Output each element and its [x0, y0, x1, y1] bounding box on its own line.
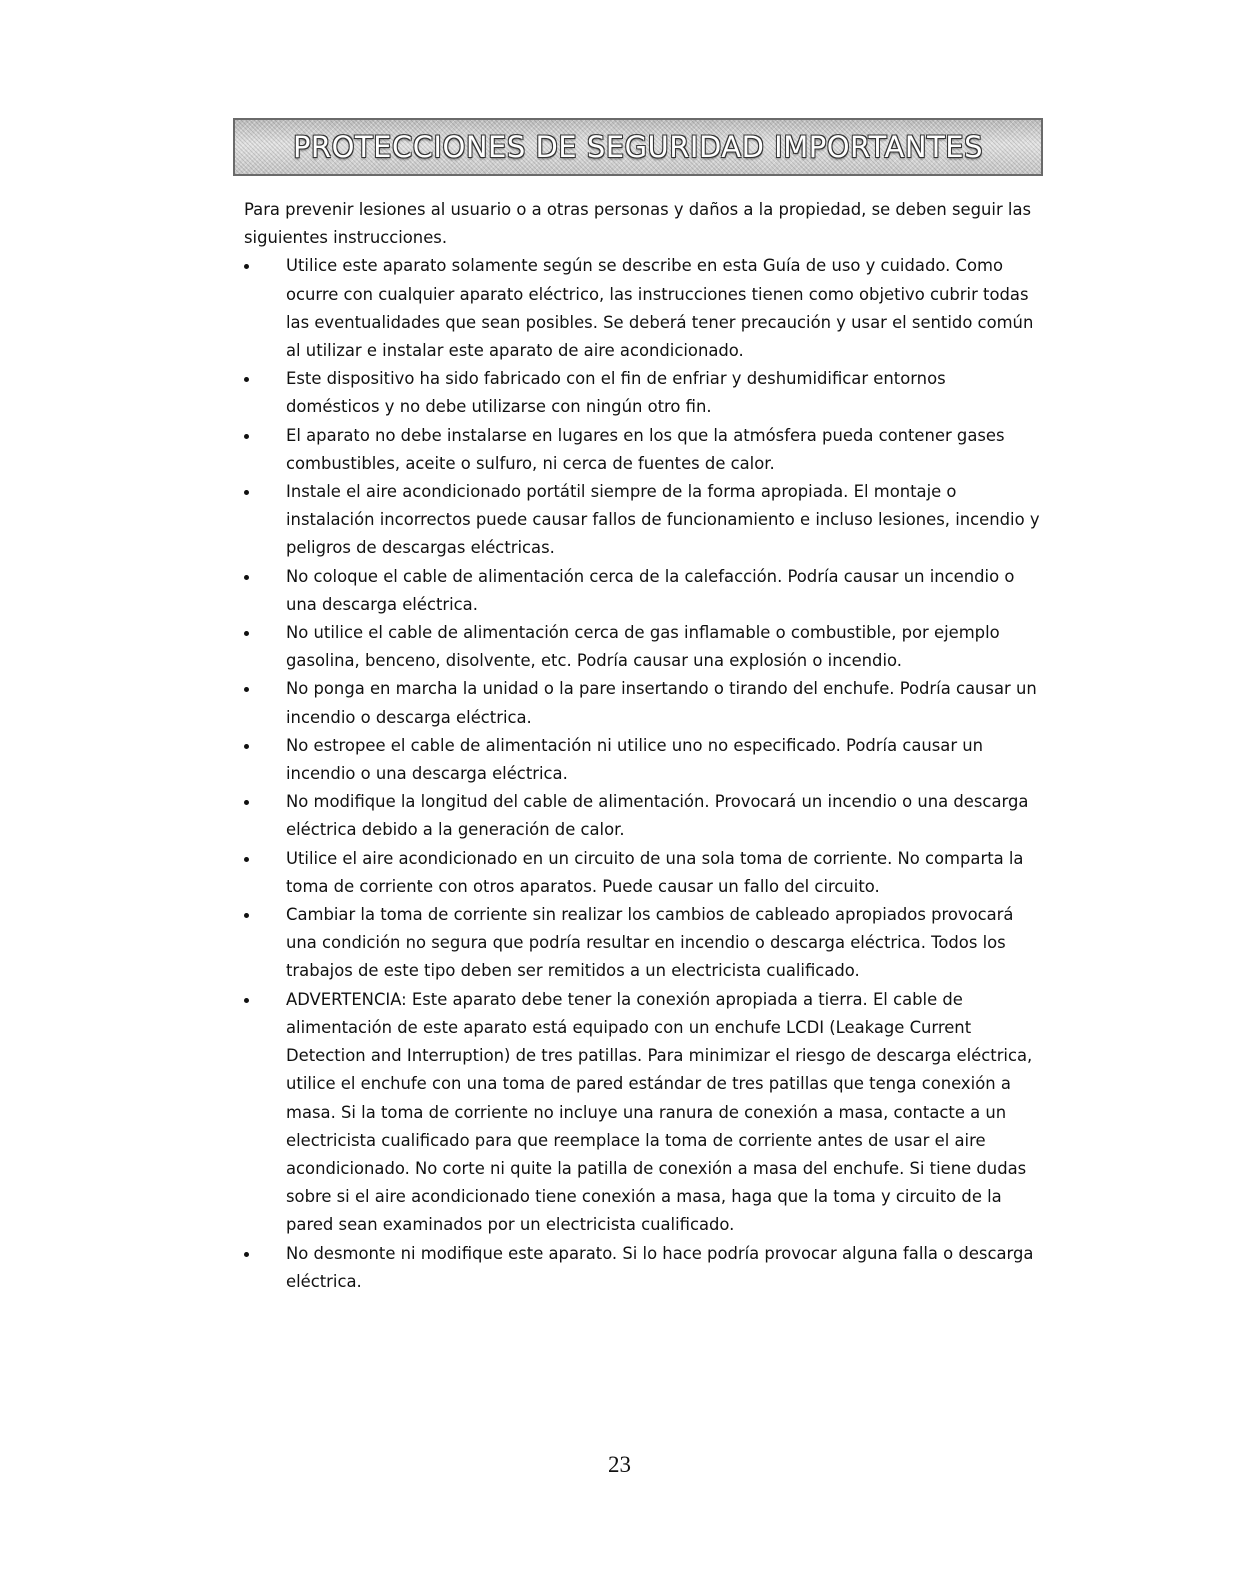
- list-item: [244, 422, 1044, 478]
- document-body: [244, 196, 1044, 1296]
- list-item-text: Utilice este aparato solamente según se describe en esta Guía de uso y cuidado. Como ocurre con cualquier aparato eléctrico, las instrucciones tienen como objetivo cubrir todas las eventualidades que sean posibles. Se deberá tener precaución y usar el sentido común al utilizar e instalar este aparato de aire acondicionado.: [286, 256, 1034, 361]
- list-item-text: El aparato no debe instalarse en lugares en los que la atmósfera pueda contener gases combustibles, aceite o sulfuro, ni cerca de fuentes de calor.: [286, 425, 1005, 473]
- page-number: 23: [608, 1452, 631, 1477]
- bullet-icon: [244, 1252, 249, 1257]
- bullet-icon: [244, 913, 249, 918]
- list-item: [244, 252, 1044, 365]
- intro-paragraph: Para prevenir lesiones al usuario o a otras personas y daños a la propiedad, se deben seguir las siguientes instrucciones.: [244, 200, 1032, 248]
- list-item: [244, 986, 1044, 1240]
- list-item-text: Este dispositivo ha sido fabricado con el fin de enfriar y deshumidificar entornos domésticos y no debe utilizarse con ningún otro fin.: [286, 369, 946, 417]
- bullet-icon: [244, 800, 249, 805]
- list-item-text: No estropee el cable de alimentación ni utilice uno no especificado. Podría causar un incendio o una descarga eléctrica.: [286, 735, 984, 784]
- bullet-icon: [244, 998, 249, 1003]
- list-item-text: No ponga en marcha la unidad o la pare insertando o tirando del enchufe. Podría causar un incendio o descarga eléctrica.: [286, 679, 1037, 727]
- list-item: [244, 478, 1044, 563]
- list-item: [244, 732, 1044, 788]
- list-item-text: Instale el aire acondicionado portátil siempre de la forma apropiada. El montaje o instalación incorrectos puede causar fallos de funcionamiento e incluso lesiones, incendio y peligros de descargas eléctricas.: [286, 482, 1040, 558]
- list-item-text: No coloque el cable de alimentación cerca de la calefacción. Podría causar un incendio o una descarga eléctrica.: [286, 566, 1015, 614]
- bullet-icon: [244, 857, 249, 862]
- list-item-text: ADVERTENCIA: Este aparato debe tener la conexión apropiada a tierra. El cable de alimentación de este aparato está equipado con un enchufe LCDI (Leakage Current Detection and Interruption) de tres patillas. Para minimizar el riesgo de descarga eléctrica, utilice el enchufe con una toma de pared estándar de tres patillas que tenga conexión a masa. Si la toma de corriente no incluye una ranura de conexión a masa, contacte a un electricista cualificado para que reemplace la toma de corriente antes de usar el aire acondicionado. No corte ni quite la patilla de conexión a masa del enchufe. Si tiene dudas sobre si el aire acondicionado tiene conexión a masa, haga que la toma y circuito de la pared sean examinados por un electricista cualificado.: [286, 989, 1033, 1235]
- bullet-icon: [244, 744, 249, 749]
- list-item-text: No desmonte ni modifique este aparato. Si lo hace podría provocar alguna falla o descarga eléctrica.: [286, 1243, 1034, 1291]
- list-item: [244, 563, 1044, 619]
- section-header-banner: [233, 118, 1043, 176]
- bullet-icon: [244, 687, 249, 692]
- list-item-text: No modifique la longitud del cable de alimentación. Provocará un incendio o una descarga eléctrica debido a la generación de calor.: [286, 792, 1029, 840]
- bullet-icon: [244, 575, 249, 580]
- bullet-icon: [244, 434, 249, 439]
- bullet-icon: [244, 631, 249, 636]
- list-item: [244, 619, 1044, 675]
- bullet-icon: [244, 490, 249, 495]
- list-item-text: No utilice el cable de alimentación cerca de gas inflamable o combustible, por ejemplo gasolina, benceno, disolvente, etc. Podría causar una explosión o incendio.: [286, 623, 1000, 671]
- section-title: PROTECCIONES DE SEGURIDAD IMPORTANTES: [292, 130, 984, 164]
- list-item-text: Cambiar la toma de corriente sin realizar los cambios de cableado apropiados provocará una condición no segura que podría resultar en incendio o descarga eléctrica. Todos los trabajos de este tipo deben ser remitidos a un electricista cualificado.: [286, 905, 1014, 981]
- bullet-icon: [244, 377, 249, 382]
- list-item: [244, 845, 1044, 901]
- list-item: [244, 901, 1044, 986]
- bullet-icon: [244, 264, 249, 269]
- list-item: [244, 1240, 1044, 1296]
- safety-instructions-list: [244, 252, 1044, 1296]
- list-item: [244, 788, 1044, 844]
- list-item: [244, 365, 1044, 421]
- list-item: [244, 675, 1044, 731]
- list-item-text: Utilice el aire acondicionado en un circuito de una sola toma de corriente. No comparta la toma de corriente con otros aparatos. Puede causar un fallo del circuito.: [286, 848, 1024, 896]
